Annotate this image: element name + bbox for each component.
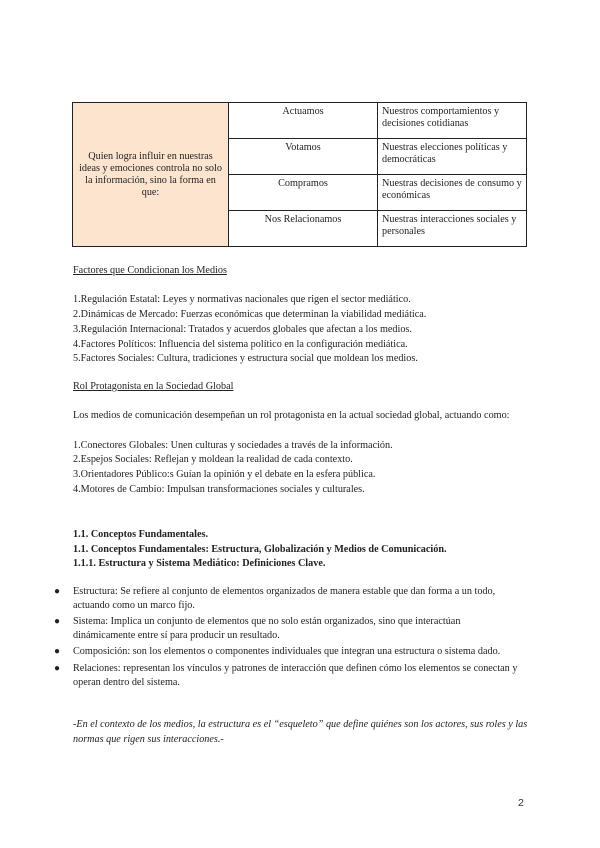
- definitions-list: [54, 585, 524, 692]
- definition-text: Relaciones: representan los vínculos y patrones de interacción que definen cómo los elementos se conectan y operan dentro del sistema.: [73, 662, 518, 688]
- list-item: 1.Conectores Globales: Unen culturas y sociedades a través de la información.: [73, 439, 393, 451]
- bullet-icon: ●: [54, 646, 61, 658]
- table-verb-cell: Actuamos: [229, 103, 378, 139]
- list-item: 1.Regulación Estatal: Leyes y normativas nacionales que rigen el sector mediático.: [73, 294, 411, 306]
- factores-section: [73, 264, 528, 367]
- table-verb-cell: Compramos: [229, 175, 378, 211]
- subsection-heading: 1.1.1. Estructura y Sistema Mediático: Definiciones Clave.: [73, 558, 326, 569]
- bullet-icon: ●: [54, 586, 61, 597]
- list-item: 3.Orientadores Público:s Guían la opinión y el debate en la esfera pública.: [73, 469, 376, 481]
- italic-note: -En el contexto de los medios, la estructura es el “esqueleto” que define quiénes son los actores, sus roles y las normas que rigen sus interacciones.-: [73, 719, 528, 745]
- definition-text: Estructura: Se refiere al conjunto de elementos organizados de manera estable que dan forma a un todo, actuando como un marco fijo.: [73, 586, 496, 611]
- definition-text: Sistema: Implica un conjunto de elementos que no solo están organizados, sino que interactúan dinámicamente entre sí para producir un resultado.: [73, 616, 461, 641]
- conceptos-headings: [73, 528, 528, 572]
- list-item: [54, 645, 524, 659]
- intro-table: [72, 102, 527, 247]
- table-verb-cell: Nos Relacionamos: [229, 211, 378, 247]
- list-item: 2.Espejos Sociales: Reflejan y moldean la realidad de cada contexto.: [73, 454, 353, 466]
- table-lead-cell: Quien logra influir en nuestras ideas y emociones controla no solo la información, sino la forma en que:: [73, 103, 229, 247]
- list-item: 3.Regulación Internacional: Tratados y acuerdos globales que afectan a los medios.: [73, 323, 412, 335]
- table-desc-cell: Nuestros comportamientos y decisiones cotidianas: [378, 103, 527, 139]
- list-item: [54, 615, 524, 642]
- table-desc-cell: Nuestras decisiones de consumo y económicas: [378, 175, 527, 211]
- table-desc-cell: Nuestras interacciones sociales y personales: [378, 211, 527, 247]
- bullet-icon: ●: [54, 616, 61, 628]
- list-item: 4.Motores de Cambio: Impulsan transformaciones sociales y culturales.: [73, 483, 365, 495]
- section-heading: 1.1. Conceptos Fundamentales: Estructura, Globalización y Medios de Comunicación.: [73, 543, 447, 555]
- list-item: 4.Factores Políticos: Influencia del sistema político en la configuración mediática.: [73, 338, 408, 350]
- table-row: [73, 103, 527, 139]
- rol-section: [73, 380, 528, 498]
- section-heading: 1.1. Conceptos Fundamentales.: [73, 529, 208, 540]
- table-desc-cell: Nuestras elecciones políticas y democráticas: [378, 139, 527, 175]
- rol-heading: Rol Protagonista en la Sociedad Global: [73, 381, 234, 392]
- list-item: 5.Factores Sociales: Cultura, tradiciones y estructura social que moldean los medios.: [73, 353, 418, 365]
- rol-intro: Los medios de comunicación desempeñan un rol protagonista en la actual sociedad global, actuando como:: [73, 410, 510, 422]
- list-item: 2.Dinámicas de Mercado: Fuerzas económicas que determinan la viabilidad mediática.: [73, 309, 427, 321]
- page-number: 2: [518, 797, 524, 809]
- factores-heading: Factores que Condicionan los Medios: [73, 265, 227, 276]
- list-item: [54, 585, 524, 612]
- table-verb-cell: Votamos: [229, 139, 378, 175]
- list-item: [54, 662, 524, 689]
- bullet-icon: ●: [54, 662, 61, 674]
- definition-text: Composición: son los elementos o componentes individuales que integran una estructura o sistema dado.: [73, 646, 501, 658]
